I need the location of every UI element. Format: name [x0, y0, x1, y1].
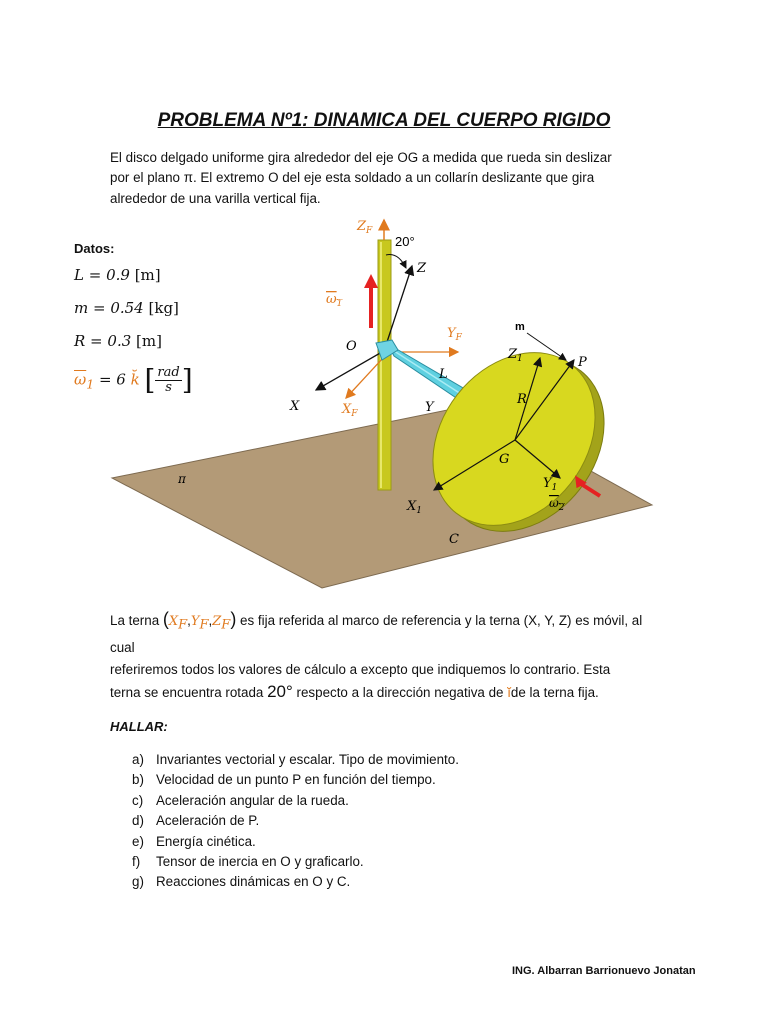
terna-line-1: La terna $(X_F,Y_F,Z_F)$ es fija referida al marco de referencia y la terna (X, Y, Z) es móvil, al cual	[110, 609, 643, 655]
radius-r-label: R	[517, 392, 527, 407]
datos-heading: Datos:	[74, 241, 115, 256]
intro-line: alrededor de una varilla vertical fija.	[110, 190, 321, 206]
x1-label: $X_1$	[407, 499, 422, 516]
hallar-list	[132, 750, 459, 893]
datum-length: L = 0.9 [m]	[74, 266, 161, 284]
y1-label: $Y_1$	[543, 476, 558, 493]
terna-paragraph	[110, 608, 670, 704]
z-label: Z	[417, 261, 427, 276]
arm-l-label: L	[439, 367, 448, 382]
list-item: c) Aceleración angular de la rueda.	[132, 792, 349, 808]
xf-label: $X_F$	[342, 402, 358, 419]
mass-m-label: m	[515, 321, 525, 333]
yf-label: $Y_F$	[447, 326, 462, 343]
x-axis	[316, 352, 382, 390]
datum-angular-velocity: $\overline{\omega}_1 = 6$ k̆ [ $\frac{\text{rad}}{s}$ ]	[74, 363, 193, 397]
angle-label: 20°	[395, 234, 415, 249]
hallar-heading: HALLAR:	[110, 719, 168, 734]
terna-line-3: terna se encuentra rotada 20° respecto a la dirección negativa de ĭde la terna fija.	[110, 681, 599, 701]
list-item: a) Invariantes vectorial y escalar. Tipo de movimiento.	[132, 752, 459, 767]
datum-radius: R = 0.3 [m]	[74, 332, 162, 350]
intro-line: El disco delgado uniforme gira alrededor del eje OG a medida que rueda sin deslizar	[110, 150, 612, 165]
xf-axis	[346, 358, 383, 398]
omega1-label: $\omega_1$	[326, 292, 343, 309]
plane-pi-label: π	[178, 472, 186, 486]
x-label: X	[290, 399, 300, 414]
author-footer: ING. Albarran Barrionuevo Jonatan	[512, 965, 696, 977]
center-g-label: G	[499, 452, 510, 467]
intro-line: por el plano π. El extremo O del eje esta soldado a un collarín deslizante que gira	[110, 170, 595, 186]
list-item: g) Reacciones dinámicas en O y C.	[132, 874, 351, 890]
list-item: f) Tensor de inercia en O y graficarlo.	[132, 854, 364, 870]
origin-o-label: O	[346, 339, 357, 354]
y-label: Y	[425, 400, 434, 415]
contact-c-label: C	[449, 532, 459, 547]
vertical-rod	[378, 240, 391, 490]
zf-label: $Z_F$	[357, 219, 373, 236]
list-item: d) Aceleración de P.	[132, 813, 260, 829]
list-item: b) Velocidad de un punto P en función del tiempo.	[132, 772, 436, 788]
page-title: PROBLEMA Nº1: DINAMICA DEL CUERPO RIGIDO	[157, 110, 611, 131]
datum-mass: m = 0.54 [kg]	[74, 299, 179, 317]
z1-label: $Z_1$	[508, 347, 523, 364]
list-item: e) Energía cinética.	[132, 833, 256, 849]
point-p-label: P	[578, 355, 587, 370]
terna-line-2: referiremos todos los valores de cálculo a excepto que indiquemos lo contrario. Esta	[110, 661, 611, 677]
omega2-label: $\omega_2$	[549, 496, 565, 513]
